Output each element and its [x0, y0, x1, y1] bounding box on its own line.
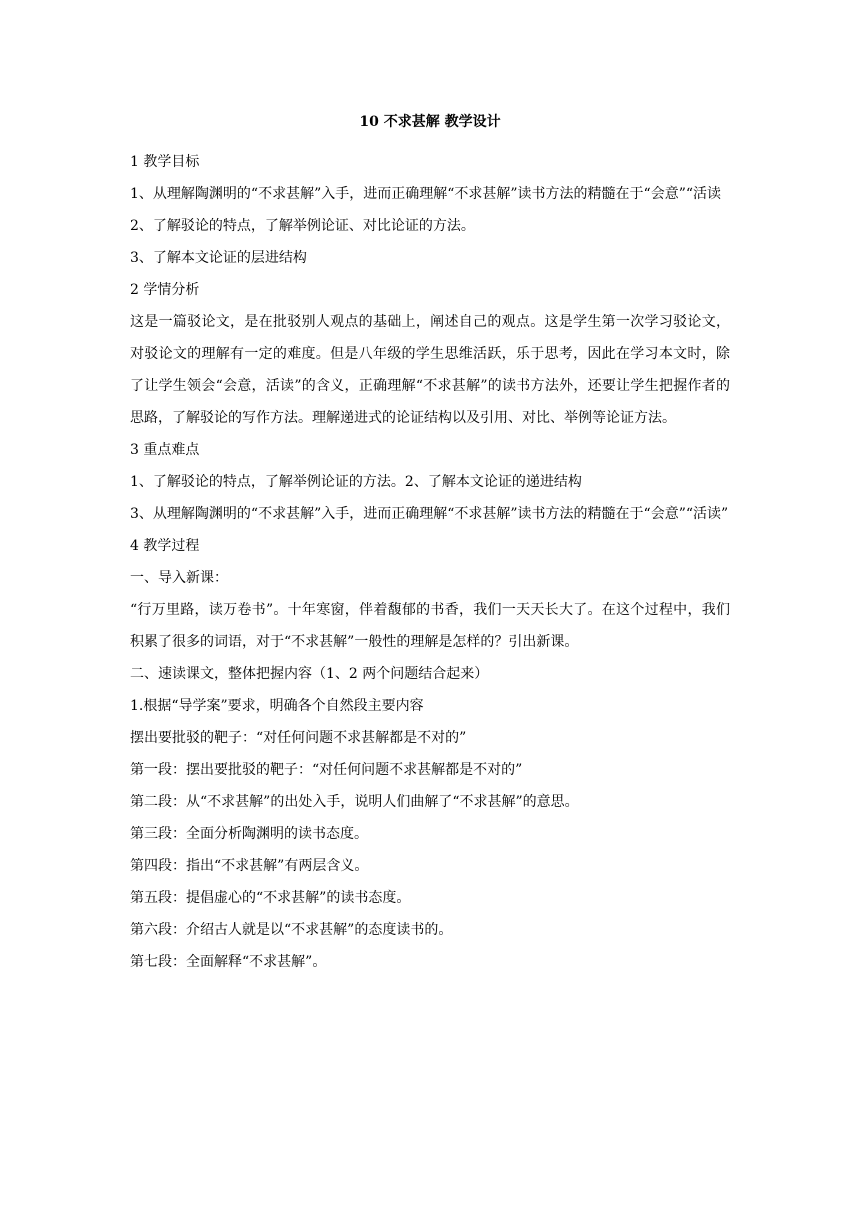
paragraph: 1、了解驳论的特点，了解举例论证的方法。2、了解本文论证的递进结构 — [130, 474, 582, 490]
paragraph: 第三段：全面分析陶渊明的读书态度。 — [130, 826, 368, 842]
paragraph: 1.根据“导学案”要求，明确各个自然段主要内容 — [130, 698, 424, 714]
paragraph: 2、了解驳论的特点，了解举例论证、对比论证的方法。 — [130, 218, 475, 234]
paragraph: 第七段：全面解释“不求甚解”。 — [130, 954, 327, 970]
document-body — [130, 146, 730, 978]
paragraph: 这是一篇驳论文，是在批驳别人观点的基础上，阐述自己的观点。这是学生第一次学习驳论文，对驳论文的理解有一定的难度。但是八年级的学生思维活跃，乐于思考，因此在学习本文时，除了让学生领会“会意，活读”的含义，正确理解“不求甚解”的读书方法外，还要让学生把握作者的思路，了解驳论的写作方法。理解递进式的论证结构以及引用、对比、举例等论证方法。 — [130, 314, 730, 426]
paragraph: 二、速读课文，整体把握内容（1、2 两个问题结合起来） — [130, 666, 489, 682]
section-heading-key-points: 3 重点难点 — [130, 442, 200, 458]
paragraph: 第四段：指出“不求甚解”有两层含义。 — [130, 858, 369, 874]
section-heading-analysis: 2 学情分析 — [130, 282, 200, 298]
paragraph: 3、了解本文论证的层进结构 — [130, 250, 307, 266]
section-heading-objectives: 1 教学目标 — [130, 154, 200, 170]
paragraph: “行万里路，读万卷书”。十年寒窗，伴着馥郁的书香，我们一天天长大了。在这个过程中，我们积累了很多的词语，对于“不求甚解”一般性的理解是怎样的？引出新课。 — [130, 602, 730, 650]
paragraph: 3、从理解陶渊明的“不求甚解”入手，进而正确理解“不求甚解”读书方法的精髓在于“会意”“活读” — [130, 506, 729, 522]
paragraph: 第六段：介绍古人就是以“不求甚解”的态度读书的。 — [130, 922, 453, 938]
section-heading-process: 4 教学过程 — [130, 538, 200, 554]
paragraph: 一、导入新课： — [130, 570, 228, 586]
document-title: 10 不求甚解 教学设计 — [359, 114, 501, 130]
paragraph: 1、从理解陶渊明的“不求甚解”入手，进而正确理解“不求甚解”读书方法的精髓在于“会意”“活读 — [130, 186, 722, 202]
paragraph: 第五段：提倡虚心的“不求甚解”的读书态度。 — [130, 890, 411, 906]
paragraph: 摆出要批驳的靶子：“对任何问题不求甚解都是不对的” — [130, 730, 467, 746]
paragraph: 第二段：从“不求甚解”的出处入手，说明人们曲解了“不求甚解”的意思。 — [130, 794, 579, 810]
paragraph: 第一段：摆出要批驳的靶子：“对任何问题不求甚解都是不对的” — [130, 762, 523, 778]
